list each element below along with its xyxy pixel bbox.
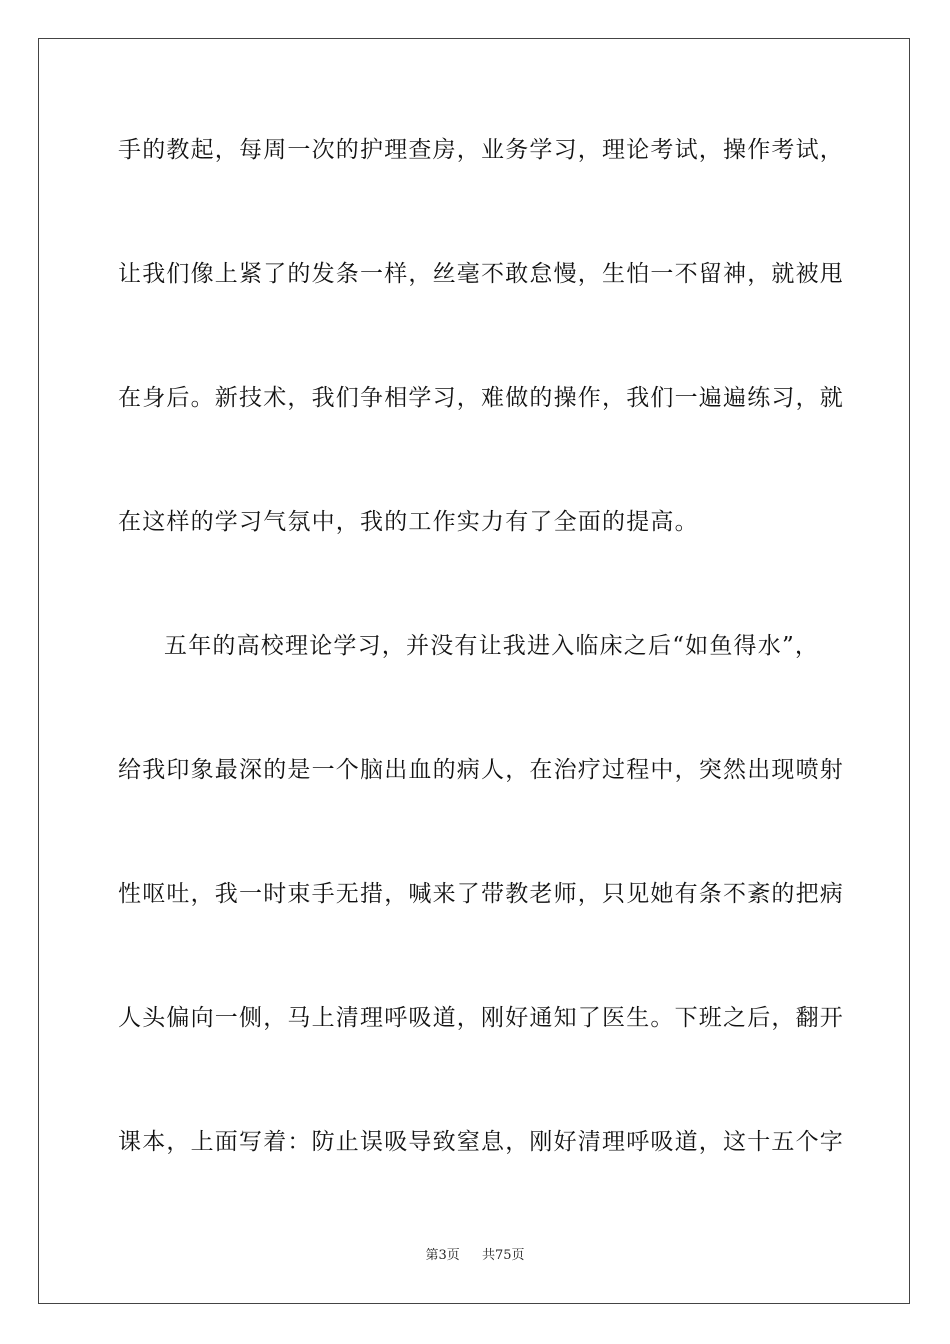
page-total: 共75页 (482, 1248, 525, 1263)
paragraph-line: 在这样的学习气氛中，我的工作实力有了全面的提高。 (118, 509, 699, 535)
paragraph-line: 手的教起，每周一次的护理查房，业务学习，理论考试，操作考试， (118, 137, 844, 163)
paragraph-first-line: 五年的高校理论学习，并没有让我进入临床之后“如鱼得水”， (164, 633, 820, 659)
page-number: 第3页 (425, 1248, 460, 1263)
paragraph-line: 人头偏向一侧，马上清理呼吸道，刚好通知了医生。下班之后，翻开 (118, 1005, 844, 1031)
paragraph-line: 给我印象最深的是一个脑出血的病人，在治疗过程中，突然出现喷射 (118, 757, 844, 783)
page-border (38, 38, 910, 1304)
paragraph-line: 在身后。新技术，我们争相学习，难做的操作，我们一遍遍练习，就 (118, 385, 844, 411)
paragraph-line: 性呕吐，我一时束手无措，喊来了带教老师，只见她有条不紊的把病 (118, 881, 844, 907)
page-footer (0, 1247, 950, 1265)
paragraph-line: 让我们像上紧了的发条一样，丝毫不敢怠慢，生怕一不留神，就被甩 (118, 261, 844, 287)
paragraph-line: 课本，上面写着：防止误吸导致窒息，刚好清理呼吸道，这十五个字 (118, 1129, 844, 1155)
